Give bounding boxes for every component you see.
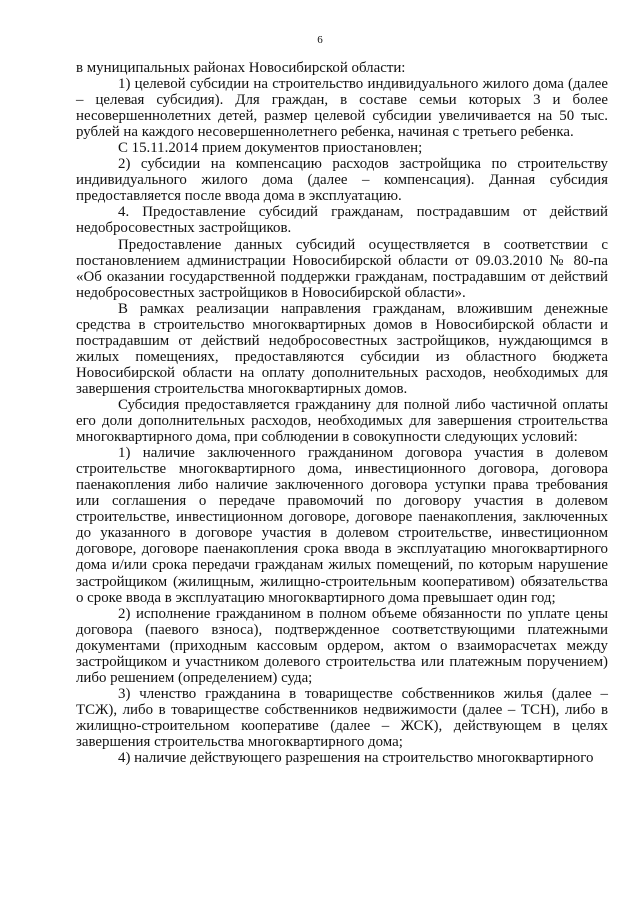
paragraph: Субсидия предоставляется гражданину для полной либо частичной оплаты его доли дополнительных расходов, необходимых для завершения строительства многоквартирного дома, при соблюдении в совокупности следующих условий: xyxy=(76,396,608,446)
page-number: 6 xyxy=(317,34,323,46)
paragraph: Предоставление данных субсидий осуществляется в соответствии с постановлением администрации Новосибирской области от 09.03.2010 № 80-па «Об оказании государственной поддержки гражданам, пострадавшим от действий недобросовестных застройщиков в Новосибирской области». xyxy=(76,236,608,301)
paragraph: в муниципальных районах Новосибирской области: xyxy=(76,60,406,76)
paragraph: В рамках реализации направления гражданам, вложившим денежные средства в строительство многоквартирных домов в Новосибирской области и пострадавшим от действий недобросовестных застройщиков, нуждающимся в жилых помещениях, предоставляются субсидии из областного бюджета Новосибирской области на оплату дополнительных расходов, необходимых для завершения строительства многоквартирных домов. xyxy=(76,300,608,397)
paragraph: 1) наличие заключенного гражданином договора участия в долевом строительстве многоквартирного дома, инвестиционного договора, договора паенакопления либо наличие заключенного договора уступки права требования или соглашения о передаче правомочий по договору участия в долевом строительстве, инвестиционном договоре, договоре паенакопления, заключенных до указанного в договоре участия в долевом строительстве, инвестиционном договоре, договоре паенакопления срока ввода в эксплуатацию многоквартирного дома и/или срока передачи гражданам жилых помещений, по которым нарушение застройщиком (жилищным, жилищно-строительным кооперативом) обязательства о сроке ввода в эксплуатацию многоквартирного дома превышает один год; xyxy=(76,445,608,606)
paragraph: 3) членство гражданина в товариществе собственников жилья (далее – ТСЖ), либо в товариществе собственников недвижимости (далее – ТСН), либо в жилищно-строительном кооперативе (далее – ЖСК), действующем в целях завершения строительства многоквартирного дома; xyxy=(76,685,608,750)
paragraph: 2) исполнение гражданином в полном объеме обязанности по уплате цены договора (паевого взноса), подтвержденное соответствующими платежными документами (приходным кассовым ордером, актом о взаиморасчетах между застройщиком и участником долевого строительства или платежным поручением) либо решением (определением) суда; xyxy=(76,605,608,686)
paragraph: 4) наличие действующего разрешения на строительство многоквартирного xyxy=(118,750,594,767)
paragraph: 1) целевой субсидии на строительство индивидуального жилого дома (далее – целевая субсидия). Для граждан, в составе семьи которых 3 и более несовершеннолетних детей, размер целевой субсидии увеличивается на 50 тыс. рублей на каждого несовершеннолетнего ребенка, начиная с третьего ребенка. xyxy=(76,76,608,141)
document-body xyxy=(76,60,608,766)
paragraph: 2) субсидии на компенсацию расходов застройщика по строительству индивидуального жилого дома (далее – компенсация). Данная субсидия предоставляется после ввода дома в эксплуатацию. xyxy=(76,156,608,205)
paragraph: С 15.11.2014 прием документов приостановлен; xyxy=(118,140,423,157)
paragraph: 4. Предоставление субсидий гражданам, пострадавшим от действий недобросовестных застройщиков. xyxy=(76,204,608,237)
